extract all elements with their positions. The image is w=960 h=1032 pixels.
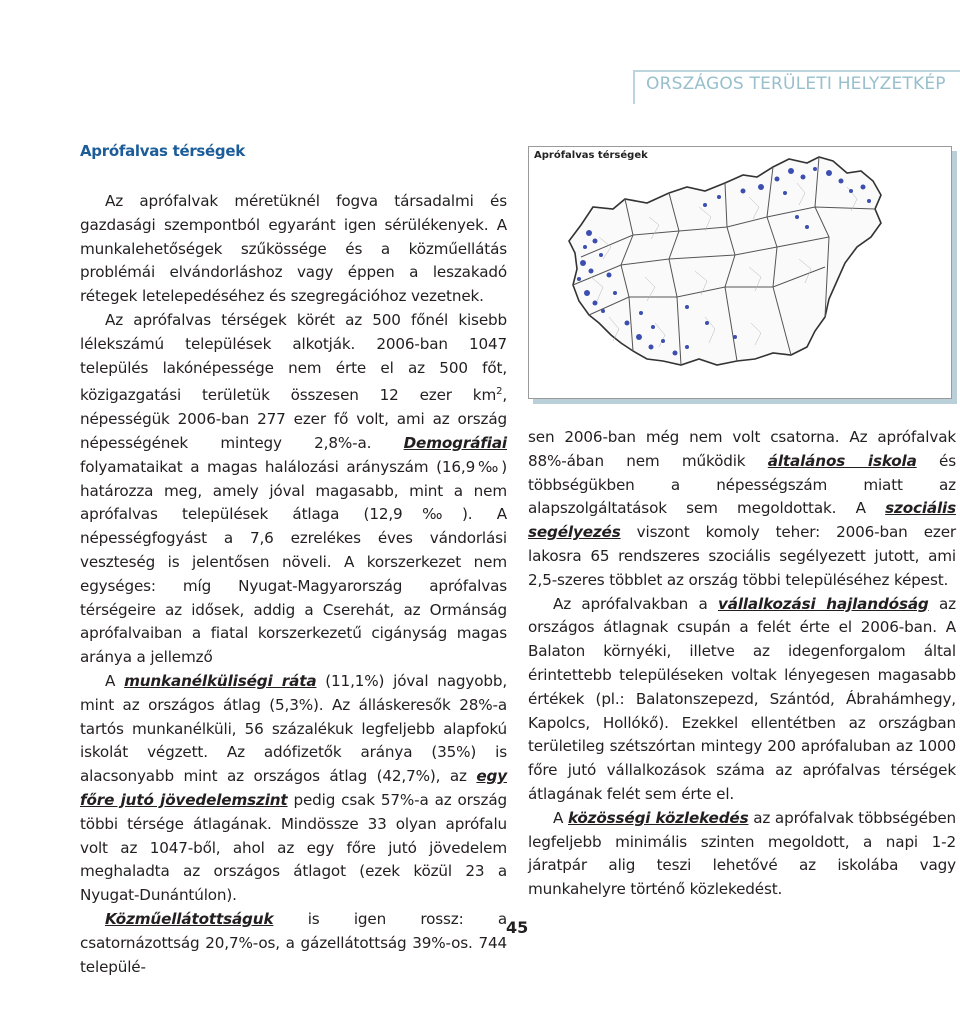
text-segment: Az aprófalvas térségek körét az 500 főnél kisebb lélekszámú települések alkotják. 2006-ban 1047 település lakónépessége nem érte el az 500 főt, közigazgatási területük összesen 12 ezer km [80, 310, 507, 405]
paragraph-services [528, 426, 956, 593]
section-title: Aprófalvas térségek [80, 142, 245, 160]
paragraph-unemployment [80, 670, 507, 908]
keyword-iskola: általános iskola [767, 451, 917, 470]
text-segment: is igen rossz: a csatornázottság 20,7%-os, a gázellátottság 39%-os. 744 települé- [80, 909, 507, 976]
text-segment: az aprófalvak többségében legfeljebb minimális szinten megoldott, a napi 1-2 járatpár alig teszi lehetővé az iskolába vagy munkahelyre történő közlekedést. [528, 808, 956, 899]
map-figure [528, 146, 952, 399]
text-segment: , népességük 2006-ban 277 ezer fő volt, ami az ország népességének mintegy 2,8%-a. [80, 386, 507, 453]
right-text-column [528, 426, 956, 902]
map-title: Aprófalvas térségek [534, 150, 648, 161]
text-segment: viszont komoly teher: 2006-ban ezer lakosra 65 rendszeres szociális segélyezett jutott, ami 2,5-szeres többlet az ország többi településéhez képest. [528, 523, 956, 589]
text-segment: A [105, 672, 125, 690]
left-text-column [80, 190, 507, 979]
text-segment: (11,1%) jóval nagyobb, mint az országos átlag (5,3%). Az álláskeresők 28%-a tartós munkanélküli, 56 százalékuk legfeljebb alapfokú iskolát végzett. Az adófizetők aránya (35%) is alacsonyabb mint az országos átlag (42,7%), az [80, 672, 507, 786]
keyword-kozlekedes: közösségi közlekedés [567, 808, 749, 827]
keyword-munkanelkuliseg: munkanélküliségi ráta [124, 672, 317, 690]
paragraph-intro: Az aprófalvak méretüknél fogva társadalmi és gazdasági szempontból egyaránt igen sérülékenyek. A munkalehetőségek szűkössége és a közműellátás problémái elvándorláshoz vagy éppen a leszakadó rétegek letelepedéséhez és szegregációhoz vezetnek. [80, 192, 507, 306]
superscript: 2 [496, 386, 503, 398]
paragraph-definition [80, 309, 507, 670]
keyword-kozmuellatottsag: Közműellátottságuk [105, 909, 274, 928]
page-number: 45 [506, 918, 529, 937]
keyword-jovedelemszint: egy főre jutó jövedelemszint [80, 767, 507, 809]
text-segment: az országos átlagnak csupán a felét érte el 2006-ban. A Balaton környéki, illetve az idegenforgalom által érintettebb településeken voltak lényegesen magasabb értékek (pl.: Balatonszepezd, Szántód, Ábrahámhegy, Kapolcs, Hollókő). Ezekkel ellentétben az országban területileg szétszórtan mintegy 200 aprófaluban az 1000 főre jutó vállalkozások száma az aprófalvas térségek átlagának felét sem érte el. [528, 594, 956, 803]
paragraph-utilities [80, 908, 507, 979]
text-segment: sen 2006-ban még nem volt csatorna. Az aprófalvak 88%-ában nem működik [528, 428, 956, 470]
keyword-szocialis: szociális segélyezés [528, 499, 956, 542]
keyword-vallalkozasi: vállalkozási hajlandóság [717, 594, 929, 613]
text-segment: és többségükben a népességszám miatt az alapszolgáltatások sem megoldottak. A [528, 451, 956, 518]
keyword-demografiai: Demográfiai [403, 434, 507, 453]
text-segment: folyamataikat a magas halálozási arányszám (16,9‰) határozza meg, amely jóval magasabb, mint a nem aprófalvas települések átlaga (12,9‰). A népességfogyást a 7,6 ezrelékes éves vándorlási veszteség is jelentősen növeli. A korszerkezet nem egységes: míg Nyugat-Magyarország aprófalvas térségeire az idősek, addig a Cserehát, az Ormánság aprófalvaiban a fiatal korszerkezetű cigányság magas aránya a jellemző [80, 457, 507, 667]
hungary-map [529, 147, 951, 398]
text-segment: A [553, 808, 568, 827]
paragraph-transport [528, 807, 956, 902]
running-header: ORSZÁGOS TERÜLETI HELYZETKÉP [646, 74, 946, 94]
text-segment: pedig csak 57%-a az ország többi térsége átlagának. Mindössze 33 olyan aprófalu volt az 1047-ből, ahol az egy főre jutó jövedelem meghaladta az országos átlagot (ezek közül 23 a Nyugat-Dunántúlon). [80, 790, 507, 905]
paragraph-enterprise [528, 593, 956, 807]
text-segment: Az aprófalvakban a [553, 594, 718, 613]
